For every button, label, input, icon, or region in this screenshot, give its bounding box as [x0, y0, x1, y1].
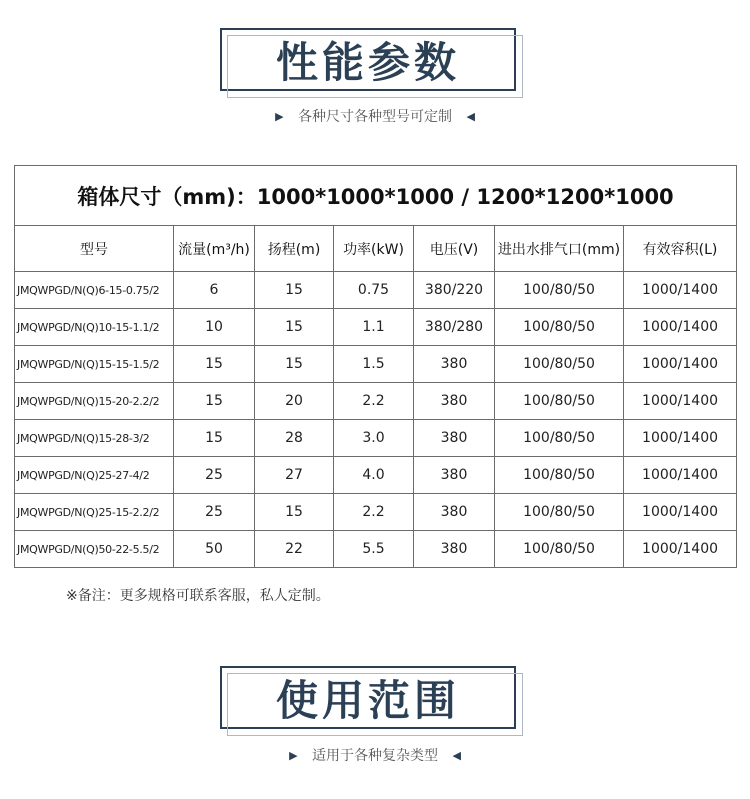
cell-head: 15	[255, 309, 334, 346]
table-row	[15, 309, 737, 346]
header-model: 型号	[15, 226, 174, 272]
cell-power: 1.1	[334, 309, 414, 346]
header-volume: 有效容积(L)	[624, 226, 737, 272]
cell-ports: 100/80/50	[495, 346, 624, 383]
cell-model: JMQWPGD/N(Q)50-22-5.5/2	[15, 531, 174, 568]
cell-power: 1.5	[334, 346, 414, 383]
cell-power: 3.0	[334, 420, 414, 457]
cell-voltage: 380	[414, 346, 495, 383]
table-row	[15, 383, 737, 420]
cell-head: 28	[255, 420, 334, 457]
cell-model: JMQWPGD/N(Q)25-27-4/2	[15, 457, 174, 494]
cell-volume: 1000/1400	[624, 309, 737, 346]
section-subtitle-performance	[0, 106, 750, 126]
header-power: 功率(kW)	[334, 226, 414, 272]
table-header-row	[15, 226, 737, 272]
cell-model: JMQWPGD/N(Q)6-15-0.75/2	[15, 272, 174, 309]
cell-model: JMQWPGD/N(Q)15-20-2.2/2	[15, 383, 174, 420]
cell-voltage: 380	[414, 494, 495, 531]
cell-flow: 15	[174, 420, 255, 457]
cell-head: 15	[255, 272, 334, 309]
cell-power: 5.5	[334, 531, 414, 568]
cell-model: JMQWPGD/N(Q)15-15-1.5/2	[15, 346, 174, 383]
cell-voltage: 380	[414, 531, 495, 568]
cell-ports: 100/80/50	[495, 531, 624, 568]
cell-flow: 10	[174, 309, 255, 346]
triangle-right-icon: ▶	[275, 109, 284, 123]
table-row	[15, 494, 737, 531]
cell-head: 20	[255, 383, 334, 420]
header-ports: 进出水排气口(mm)	[495, 226, 624, 272]
cell-volume: 1000/1400	[624, 346, 737, 383]
cell-volume: 1000/1400	[624, 420, 737, 457]
cell-model: JMQWPGD/N(Q)15-28-3/2	[15, 420, 174, 457]
cell-ports: 100/80/50	[495, 272, 624, 309]
cell-ports: 100/80/50	[495, 457, 624, 494]
cell-ports: 100/80/50	[495, 383, 624, 420]
triangle-left-icon: ◀	[466, 109, 475, 123]
header-voltage: 电压(V)	[414, 226, 495, 272]
cell-head: 15	[255, 346, 334, 383]
cell-voltage: 380	[414, 383, 495, 420]
triangle-left-icon: ◀	[452, 748, 461, 762]
spec-note: ※备注：更多规格可联系客服，私人定制。	[66, 588, 330, 604]
cell-head: 27	[255, 457, 334, 494]
cell-model: JMQWPGD/N(Q)10-15-1.1/2	[15, 309, 174, 346]
triangle-right-icon: ▶	[289, 748, 298, 762]
cell-power: 4.0	[334, 457, 414, 494]
table-row	[15, 531, 737, 568]
spec-table	[14, 165, 737, 568]
cell-model: JMQWPGD/N(Q)25-15-2.2/2	[15, 494, 174, 531]
cell-volume: 1000/1400	[624, 272, 737, 309]
cell-voltage: 380	[414, 457, 495, 494]
section-title-box-usage	[220, 666, 516, 729]
subtitle-text: 适用于各种复杂类型	[312, 748, 438, 764]
section-subtitle-usage	[0, 745, 750, 765]
table-row	[15, 346, 737, 383]
cell-ports: 100/80/50	[495, 494, 624, 531]
cell-volume: 1000/1400	[624, 494, 737, 531]
cell-head: 22	[255, 531, 334, 568]
dimensions-label: 箱体尺寸（mm)：1000*1000*1000 / 1200*1200*1000	[15, 166, 737, 226]
section-title-usage: 使用范围	[275, 675, 460, 725]
cell-head: 15	[255, 494, 334, 531]
section-title-box-performance	[220, 28, 516, 91]
cell-flow: 15	[174, 383, 255, 420]
cell-voltage: 380/280	[414, 309, 495, 346]
cell-power: 2.2	[334, 494, 414, 531]
cell-flow: 25	[174, 494, 255, 531]
table-row	[15, 457, 737, 494]
header-flow: 流量(m³/h)	[174, 226, 255, 272]
table-row	[15, 420, 737, 457]
cell-ports: 100/80/50	[495, 420, 624, 457]
cell-ports: 100/80/50	[495, 309, 624, 346]
cell-flow: 15	[174, 346, 255, 383]
cell-flow: 50	[174, 531, 255, 568]
cell-power: 2.2	[334, 383, 414, 420]
table-row	[15, 272, 737, 309]
cell-volume: 1000/1400	[624, 383, 737, 420]
cell-flow: 6	[174, 272, 255, 309]
cell-volume: 1000/1400	[624, 457, 737, 494]
cell-power: 0.75	[334, 272, 414, 309]
cell-voltage: 380	[414, 420, 495, 457]
header-head: 扬程(m)	[255, 226, 334, 272]
subtitle-text: 各种尺寸各种型号可定制	[298, 109, 452, 125]
section-title-performance: 性能参数	[275, 37, 460, 87]
cell-voltage: 380/220	[414, 272, 495, 309]
dimensions-row	[15, 166, 737, 226]
cell-flow: 25	[174, 457, 255, 494]
cell-volume: 1000/1400	[624, 531, 737, 568]
